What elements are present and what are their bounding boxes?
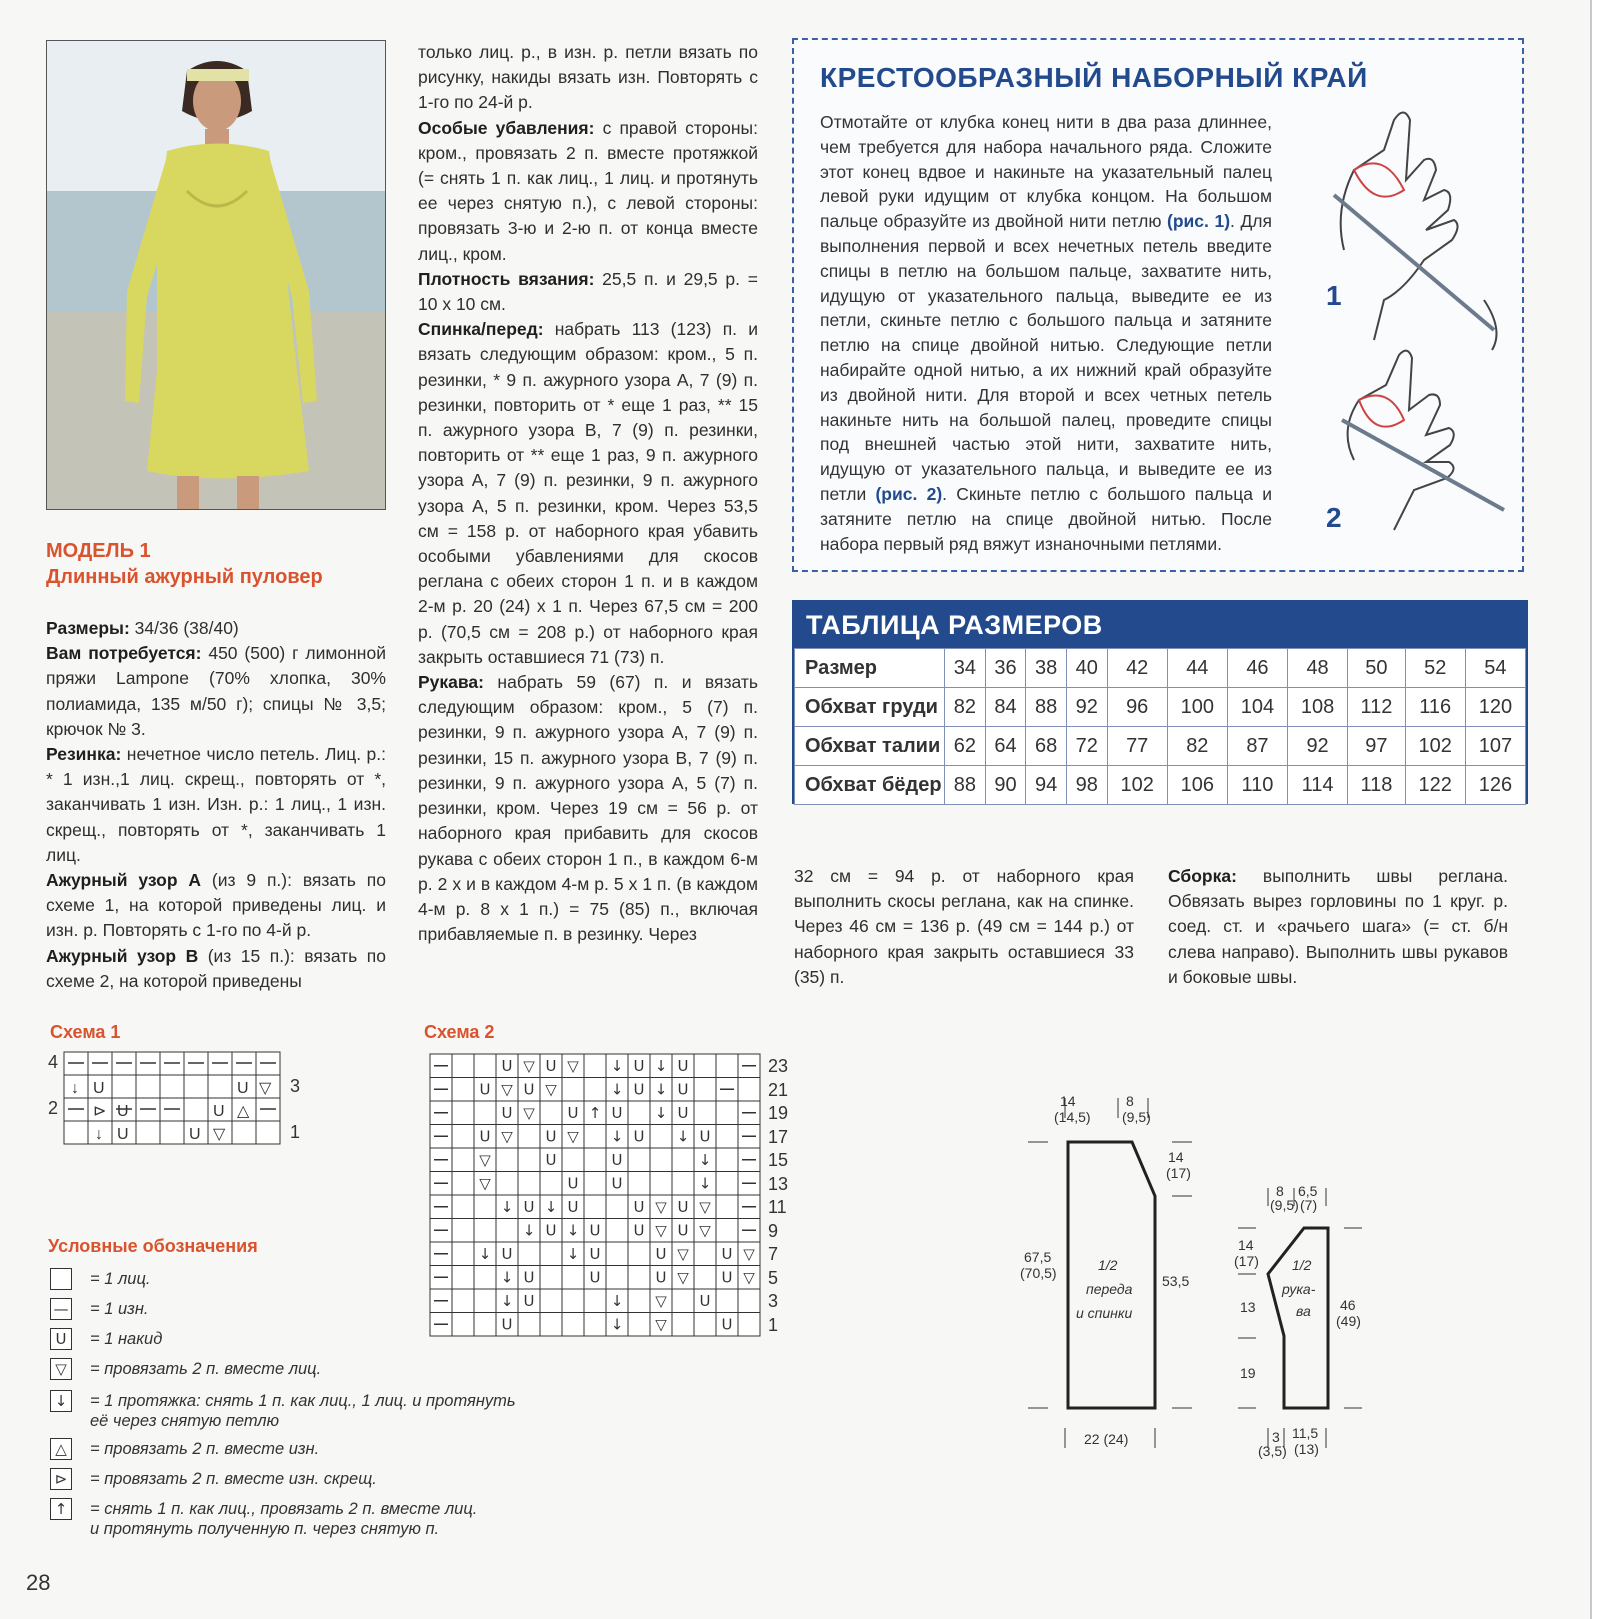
svg-text:▽: ▽ (677, 1244, 689, 1263)
svg-text:U: U (189, 1126, 201, 1143)
size-table-title: ТАБЛИЦА РАЗМЕРОВ (806, 610, 1103, 640)
svg-text:↓: ↓ (566, 1244, 580, 1263)
size-cell: 102 (1405, 727, 1465, 766)
svg-text:↓: ↓ (500, 1197, 514, 1216)
woman-in-yellow-dress-illustration (47, 41, 386, 510)
size-cell: 96 (1107, 688, 1167, 727)
svg-text:↓: ↓ (654, 1080, 668, 1099)
size-cell: 116 (1405, 688, 1465, 727)
front-neck-width: 8 (1126, 1093, 1134, 1109)
svg-text:U: U (677, 1056, 689, 1075)
size-cell: 88 (1026, 688, 1067, 727)
size-table-row (795, 649, 1526, 688)
size-cell: 84 (985, 688, 1026, 727)
size-row-label: Размер (795, 649, 945, 688)
legend-text-line: её через снятую петлю (90, 1412, 280, 1430)
sleeve-raglan-height: 14 (1238, 1237, 1254, 1253)
svg-text:▽: ▽ (655, 1315, 667, 1334)
svg-text:▽: ▽ (259, 1080, 272, 1097)
cast-on-box (792, 38, 1524, 572)
svg-text:↓: ↓ (610, 1127, 624, 1146)
sleeve-top-width-alt: (9,5) (1270, 1197, 1299, 1213)
size-cell: 82 (1167, 727, 1227, 766)
svg-text:U: U (721, 1315, 733, 1334)
legend-text (90, 1391, 516, 1431)
svg-text:U: U (545, 1221, 557, 1240)
svg-text:U: U (633, 1127, 645, 1146)
k2tog-icon: ▽ (50, 1358, 72, 1380)
size-row-label: Обхват груди (795, 688, 945, 727)
svg-text:U: U (523, 1080, 535, 1099)
svg-text:↓: ↓ (500, 1291, 514, 1310)
sleeves-label: Рукава: (418, 672, 484, 693)
svg-text:U: U (237, 1080, 249, 1097)
front-label-1: 1/2 (1098, 1257, 1118, 1273)
svg-text:↓: ↓ (610, 1056, 624, 1075)
legend-text (90, 1439, 319, 1459)
legend-title: Условные обозначения (48, 1236, 258, 1256)
model-name: Длинный ажурный пуловер (46, 566, 323, 588)
sleeve-total-height: 46 (1340, 1297, 1356, 1313)
size-cell: 104 (1227, 688, 1287, 727)
sleeve-top-width: 8 (1276, 1183, 1284, 1199)
svg-text:U: U (501, 1056, 513, 1075)
svg-text:U: U (699, 1291, 711, 1310)
svg-text:↓: ↓ (654, 1056, 668, 1075)
sk2p-icon: ↑ (50, 1498, 72, 1520)
svg-text:U: U (699, 1127, 711, 1146)
hand-illustration-icon (1314, 100, 1514, 540)
scheme-1-row-2: 2 (48, 1098, 59, 1118)
size-cell: 98 (1066, 766, 1107, 805)
decrease-label: Особые убавления: (418, 117, 595, 138)
front-total-height: 67,5 (1024, 1249, 1052, 1265)
yarn-over-icon: U (50, 1328, 72, 1350)
svg-text:U: U (633, 1056, 645, 1075)
svg-text:▽: ▽ (699, 1197, 711, 1216)
sleeve-bottom-a: 3 (1272, 1429, 1280, 1445)
materials-text: 450 (500) г лимонной пряжи Lampone (70% хлопка, 30% полиамида, 135 м/50 г); спицы № 3,5; крючок № 3. (46, 643, 386, 739)
dash-icon: — (50, 1298, 72, 1320)
legend-text-line: = 1 лиц. (90, 1270, 151, 1288)
svg-text:U: U (611, 1174, 623, 1193)
svg-text:U: U (567, 1103, 579, 1122)
legend-text-line: = 1 протяжка: снять 1 п. как лиц., 1 лиц. и протянуть (90, 1392, 516, 1410)
scheme-2-row-label: 15 (768, 1150, 789, 1170)
sleeve-total-height-alt: (49) (1336, 1313, 1361, 1329)
svg-text:▽: ▽ (567, 1056, 579, 1075)
assembly-text: выполнить швы реглана. Обвязать вырез горловины по 1 круг. р. соед. ст. и «рачьего шага» (= ст. б/н слева направо). Выполнить швы рукавов и боковые швы. (1168, 866, 1508, 987)
size-cell: 50 (1348, 649, 1406, 688)
size-cell: 90 (985, 766, 1026, 805)
svg-text:▽: ▽ (655, 1221, 667, 1240)
scheme-2-row-label: 13 (768, 1173, 789, 1194)
lace-a-label: Ажурный узор А (46, 870, 202, 891)
svg-text:↓: ↓ (654, 1103, 668, 1122)
svg-text:U: U (721, 1268, 733, 1287)
front-neck-width-alt: (9,5) (1122, 1109, 1151, 1125)
svg-text:⊳: ⊳ (93, 1103, 107, 1120)
lace-b-label: Ажурный узор В (46, 945, 199, 966)
svg-text:▽: ▽ (523, 1056, 535, 1075)
size-cell: 122 (1405, 766, 1465, 805)
svg-text:↓: ↓ (610, 1291, 624, 1310)
svg-text:U: U (117, 1103, 129, 1120)
assembly-label: Сборка: (1168, 866, 1237, 886)
legend-text-line: = провязать 2 п. вместе лиц. (90, 1360, 322, 1378)
front-total-height-alt: (70,5) (1020, 1265, 1057, 1281)
size-table-row (795, 766, 1526, 805)
legend-text (90, 1329, 162, 1349)
page-number: 28 (26, 1570, 51, 1595)
scheme-1-row-1: 1 (290, 1122, 301, 1142)
column-1-text (46, 616, 386, 994)
size-cell: 77 (1107, 727, 1167, 766)
figure-2-number: 2 (1326, 502, 1342, 533)
figure-1-reference: (рис. 1) (1167, 211, 1231, 232)
svg-text:▽: ▽ (479, 1174, 491, 1193)
svg-text:U: U (479, 1127, 491, 1146)
svg-text:U: U (545, 1150, 557, 1169)
svg-text:U: U (677, 1221, 689, 1240)
svg-text:U: U (545, 1127, 557, 1146)
legend-text (90, 1359, 321, 1379)
rib-label: Резинка: (46, 744, 122, 765)
svg-text:↓: ↓ (522, 1221, 536, 1240)
size-cell: 92 (1288, 727, 1348, 766)
svg-text:↓: ↓ (610, 1315, 624, 1334)
sleeve-bottom-b: 11,5 (1292, 1425, 1319, 1441)
legend-text-line: = провязать 2 п. вместе изн. скрещ. (90, 1470, 377, 1488)
legend-text (90, 1469, 377, 1489)
size-cell: 48 (1288, 649, 1348, 688)
svg-text:U: U (523, 1197, 535, 1216)
svg-text:U: U (589, 1268, 601, 1287)
svg-text:U: U (721, 1244, 733, 1263)
size-cell: 108 (1288, 688, 1348, 727)
model-number: МОДЕЛЬ 1 (46, 540, 151, 562)
size-cell: 36 (985, 649, 1026, 688)
svg-text:U: U (567, 1174, 579, 1193)
svg-text:↓: ↓ (71, 1080, 79, 1097)
sleeves-text: набрать 59 (67) п. и вязать следующим образом: кром., 5 (7) п. резинки, 9 п. ажурного узора А, 7 (9) п. резинки, 15 п. ажурного узора В, 7 (9) п. резинки, 9 п. ажурного узора А, 5 (7) п. резинки, кром. Через 19 см = 56 р. от наборного края прибавить для скосов рукава с обеих сторон 1 п., в каждом 6-м р. 2 х и в каждом 4-м р. 5 х 1 п. (в каждом 4-м р. 8 х 1 п.) = 75 (85) п., включая прибавляемые п. в резинку. Через (418, 672, 758, 945)
svg-text:▽: ▽ (501, 1080, 513, 1099)
page-edge (1590, 0, 1624, 1619)
lace-b-text: (из 15 п.): вязать по схеме 2, на которой приведены (46, 945, 386, 991)
empty-box-icon (50, 1268, 72, 1290)
legend-text (90, 1299, 149, 1319)
svg-text:U: U (93, 1080, 105, 1097)
svg-text:▽: ▽ (655, 1197, 667, 1216)
svg-text:U: U (677, 1080, 689, 1099)
column-3-text (794, 864, 1134, 990)
legend-text-line: = 1 изн. (90, 1300, 149, 1318)
sleeve-lower-height: 19 (1240, 1365, 1256, 1381)
garment-schematic (1020, 1090, 1400, 1460)
size-cell: 42 (1107, 649, 1167, 688)
size-cell: 46 (1227, 649, 1287, 688)
svg-text:U: U (501, 1103, 513, 1122)
size-cell: 38 (1026, 649, 1067, 688)
gauge-label: Плотность вязания: (418, 268, 595, 289)
p2tog-icon: △ (50, 1438, 72, 1460)
svg-text:U: U (117, 1126, 129, 1143)
svg-text:U: U (655, 1268, 667, 1287)
scheme-2-row-label: 3 (768, 1291, 779, 1311)
size-cell: 72 (1066, 727, 1107, 766)
scheme-1-row-4: 4 (48, 1052, 59, 1072)
front-top-width-alt: (14,5) (1054, 1109, 1091, 1125)
size-cell: 54 (1465, 649, 1525, 688)
size-table-row (795, 688, 1526, 727)
svg-text:U: U (611, 1103, 623, 1122)
size-table-row (795, 727, 1526, 766)
size-table-box (792, 600, 1528, 804)
scheme-2-row-label: 21 (768, 1079, 789, 1100)
svg-text:U: U (501, 1315, 513, 1334)
legend-text-line: = 1 накид (90, 1330, 163, 1348)
svg-text:▽: ▽ (655, 1291, 667, 1310)
svg-text:▽: ▽ (743, 1268, 755, 1287)
svg-text:U: U (523, 1268, 535, 1287)
svg-text:▽: ▽ (567, 1127, 579, 1146)
svg-text:↓: ↓ (676, 1127, 690, 1146)
column-4-text (1168, 864, 1508, 990)
cast-on-title: КРЕСТООБРАЗНЫЙ НАБОРНЫЙ КРАЙ (820, 62, 1368, 93)
svg-text:△: △ (237, 1103, 250, 1120)
svg-text:U: U (633, 1080, 645, 1099)
size-cell: 62 (945, 727, 986, 766)
cast-on-text-part3: . Скиньте петлю с большого пальца и затяните петлю на спице двойной нитью. После набора первый ряд вяжут изнаночными петлями. (820, 483, 1273, 554)
svg-text:U: U (523, 1291, 535, 1310)
size-cell: 34 (945, 649, 986, 688)
size-cell: 114 (1288, 766, 1348, 805)
size-cell: 40 (1066, 649, 1107, 688)
scheme-2-row-label: 1 (768, 1314, 779, 1335)
svg-text:U: U (479, 1080, 491, 1099)
scheme-2-row-label: 11 (768, 1197, 787, 1217)
svg-text:↓: ↓ (698, 1150, 712, 1169)
size-cell: 64 (985, 727, 1026, 766)
scheme-2-row-label: 7 (768, 1244, 779, 1264)
svg-text:↓: ↓ (610, 1080, 624, 1099)
sleeves-continued: 32 см = 94 р. от наборного края выполнить скосы реглана, как на спинке. Через 46 см = 136 р. (49 см = 144 р.) от наборного края закрыть оставшиеся 33 (35) п. (794, 866, 1134, 987)
sleeve-label-3: ва (1296, 1303, 1311, 1319)
legend-text (90, 1499, 477, 1539)
ssk-icon: ↓ (50, 1390, 72, 1412)
sleeve-top-width-2-alt: (7) (1300, 1197, 1318, 1213)
svg-text:U: U (655, 1244, 667, 1263)
svg-text:↓: ↓ (544, 1197, 558, 1216)
svg-text:↓: ↓ (566, 1221, 580, 1240)
scheme-1-row-3: 3 (290, 1076, 301, 1096)
sizes-label: Размеры: (46, 618, 130, 638)
gauge-text: 25,5 п. и 29,5 р. = 10 х 10 см. (418, 268, 758, 315)
column-2-text (418, 40, 758, 947)
svg-text:▽: ▽ (699, 1221, 711, 1240)
svg-text:↓: ↓ (500, 1268, 514, 1287)
front-top-width: 14 (1060, 1093, 1076, 1109)
cast-on-text-part1: Отмотайте от клубка конец нити в два раза длиннее, чем требуется для набора начального ряда. Сложите этот конец вдвое и накиньте на указательный палец левой руки идущим от клубка концом. На большом пальце образуйте из двойной нити петлю (820, 112, 1272, 232)
legend-text-line: = провязать 2 п. вместе изн. (90, 1440, 320, 1458)
decrease-text: с правой стороны: кром., провязать 2 п. вместе протяжкой (= снять 1 п. как лиц., 1 лиц. и протянуть ее через снятую п.), с левой стороны: провязать 3-ю и 2-ю п. от конца вместе лиц., кром. (418, 117, 758, 264)
svg-text:▽: ▽ (213, 1126, 226, 1143)
svg-text:▽: ▽ (743, 1244, 755, 1263)
svg-text:▽: ▽ (479, 1150, 491, 1169)
sleeve-label-2: рука- (1282, 1281, 1316, 1297)
front-raglan-height: 14 (1168, 1149, 1184, 1165)
size-cell: 112 (1348, 688, 1406, 727)
scheme-2-chart (428, 1052, 788, 1342)
size-cell: 106 (1167, 766, 1227, 805)
back-front-label: Спинка/перед: (418, 319, 544, 340)
size-cell: 82 (945, 688, 986, 727)
front-bottom-width: 22 (24) (1084, 1431, 1129, 1447)
legend-text-line: = снять 1 п. как лиц., провязать 2 п. вместе лиц. (90, 1500, 478, 1518)
svg-text:U: U (213, 1103, 225, 1120)
svg-text:↓: ↓ (478, 1244, 492, 1263)
front-body-height: 53,5 (1162, 1273, 1190, 1289)
svg-text:↓: ↓ (95, 1126, 103, 1143)
size-cell: 88 (945, 766, 986, 805)
scheme-2-row-label: 9 (768, 1220, 779, 1241)
size-cell: 100 (1167, 688, 1227, 727)
size-cell: 107 (1465, 727, 1525, 766)
scheme-1-chart (62, 1050, 312, 1150)
size-cell: 126 (1465, 766, 1525, 805)
legend-text (90, 1269, 150, 1289)
scheme-2-row-label: 5 (768, 1267, 779, 1288)
figure-2-reference: (рис. 2) (875, 483, 943, 504)
sleeve-top-width-2: 6,5 (1298, 1183, 1318, 1199)
model-photo (46, 40, 386, 510)
lace-a-text: (из 9 п.): вязать по схеме 1, на которой приведены лиц. и изн. р. Повторять с 1-го по 4-й р. (46, 870, 386, 941)
scheme-2-title: Схема 2 (424, 1022, 495, 1042)
svg-text:U: U (567, 1197, 579, 1216)
svg-text:↓: ↓ (698, 1174, 712, 1193)
size-cell: 92 (1066, 688, 1107, 727)
materials-label: Вам потребуется: (46, 643, 202, 664)
svg-text:▽: ▽ (523, 1103, 535, 1122)
scheme-2-row-label: 17 (768, 1126, 789, 1147)
size-cell: 118 (1348, 766, 1406, 805)
svg-text:▽: ▽ (501, 1127, 513, 1146)
size-row-label: Обхват талии (795, 727, 945, 766)
model-title (46, 538, 323, 590)
svg-text:U: U (677, 1197, 689, 1216)
svg-text:U: U (633, 1221, 645, 1240)
sleeve-middle-height: 13 (1240, 1299, 1256, 1315)
sleeve-bottom-b-alt: (13) (1294, 1441, 1319, 1457)
rib-text: нечетное число петель. Лиц. р.: * 1 изн.,1 лиц. скрещ., повторять от *, заканчивать 1 изн. Изн. р.: 1 лиц., 1 изн. скрещ., повторять от *, заканчивать 1 лиц. (46, 744, 386, 865)
front-label-3: и спинки (1076, 1305, 1133, 1321)
scheme-2-row-label: 19 (768, 1103, 789, 1123)
sleeve-bottom-a-alt: (3,5) (1258, 1443, 1287, 1459)
svg-text:U: U (545, 1056, 557, 1075)
scheme-2-row-label: 23 (768, 1056, 789, 1076)
svg-text:U: U (633, 1197, 645, 1216)
size-cell: 68 (1026, 727, 1067, 766)
svg-text:U: U (501, 1244, 513, 1263)
cast-on-text (820, 110, 1272, 556)
svg-text:▽: ▽ (677, 1268, 689, 1287)
svg-text:U: U (611, 1150, 623, 1169)
p2tog-tbl-icon: ⊳ (50, 1468, 72, 1490)
sleeve-label-1: 1/2 (1292, 1257, 1312, 1273)
size-cell: 52 (1405, 649, 1465, 688)
size-cell: 87 (1227, 727, 1287, 766)
size-cell: 120 (1465, 688, 1525, 727)
sizes-text: 34/36 (38/40) (129, 618, 239, 638)
size-table (794, 648, 1526, 805)
front-raglan-height-alt: (17) (1166, 1165, 1191, 1181)
size-cell: 102 (1107, 766, 1167, 805)
figure-1-number: 1 (1326, 280, 1342, 311)
size-cell: 44 (1167, 649, 1227, 688)
lace-b-continued: только лиц. р., в изн. р. петли вязать по рисунку, накиды вязать изн. Повторять с 1-го по 24-й р. (418, 42, 758, 113)
size-row-label: Обхват бёдер (795, 766, 945, 805)
svg-text:↑: ↑ (588, 1103, 602, 1122)
svg-text:▽: ▽ (545, 1080, 557, 1099)
legend-text-line: и протянуть полученную п. через снятую п. (90, 1520, 440, 1538)
svg-text:U: U (589, 1221, 601, 1240)
front-label-2: переда (1086, 1281, 1133, 1297)
size-cell: 97 (1348, 727, 1406, 766)
svg-text:U: U (589, 1244, 601, 1263)
svg-text:U: U (677, 1103, 689, 1122)
size-cell: 94 (1026, 766, 1067, 805)
size-cell: 110 (1227, 766, 1287, 805)
cast-on-text-part2: . Для выполнения первой и всех нечетных петель введите спицы в петлю на большом пальце, захватите нить, идущую от указательного пальца, выведите ее из петли, скиньте петлю с большого пальца и затяните петлю на спице двойной нитью. Следующие петли набирайте одной нитью, а их нижний край образуйте из двойной нити. Для второй и всех четных петель накиньте нить на большой палец, проведите спицы под внешней частью этой нити, захватите нить, идущую от указательного пальца, и выведите ее из петли (820, 211, 1272, 504)
back-front-text: набрать 113 (123) п. и вязать следующим образом: кром., 5 п. резинки, * 9 п. ажурного узора А, 7 (9) п. резинки, повторить от * еще 1 раз, ** 15 п. ажурного узора В, 7 (9) п. резинки, повторить от ** еще 1 раз, 9 п. ажурного узора А, 7 (9) п. резинки, 9 п. ажурного узора А, 5 п. резинки, кром. Через 53,5 см = 158 р. от наборного края убавить особыми убавлениями для скосов реглана с обеих сторон 1 п. и в каждом 2-м р. 20 (24) х 1 п. Через 67,5 см = 200 р. (70,5 см = 208 р.) от наборного края закрыть оставшиеся 71 (73) п. (418, 319, 758, 667)
scheme-1-title: Схема 1 (50, 1022, 121, 1042)
sleeve-raglan-height-alt: (17) (1234, 1253, 1259, 1269)
